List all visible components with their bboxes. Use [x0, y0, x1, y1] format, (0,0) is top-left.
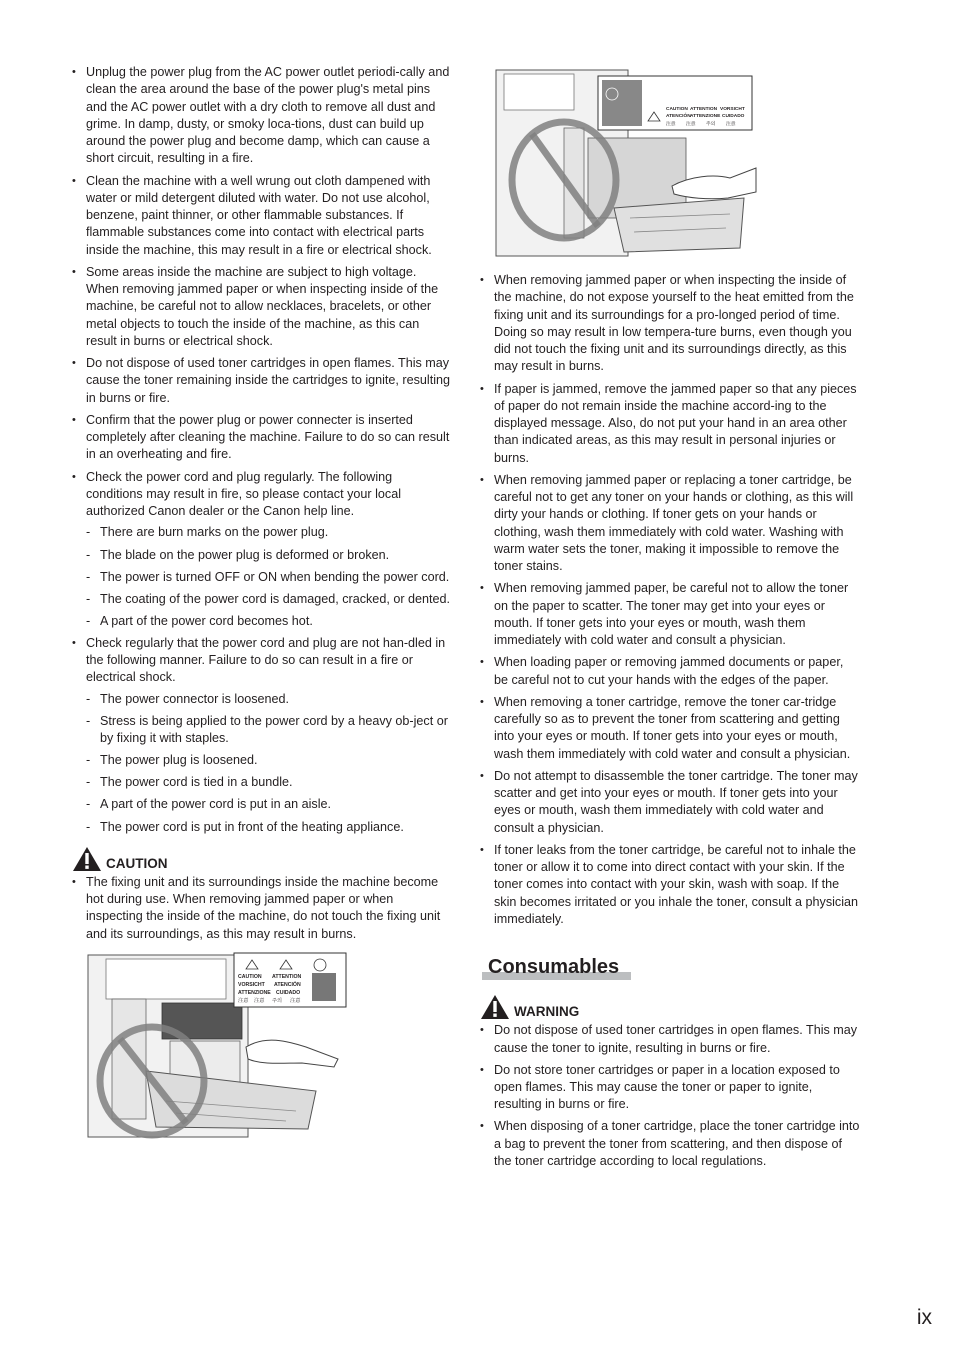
list-item: • Confirm that the power plug or power connecter is inserted completely after cleaning the machine. Failure to do so can result in an overheating and fire. — [72, 412, 452, 464]
caution-list — [72, 874, 452, 943]
list-item: • If paper is jammed, remove the jammed paper so that any pieces of paper do not remain inside the machine accord-ing to the displayed message. Also, do not put your hand in an area other than indicated areas, as this may result in personal injuries or burns. — [480, 381, 860, 467]
sub-item: - A part of the power cord is put in an aisle. — [86, 796, 452, 813]
label-caution: CAUTION — [238, 974, 262, 981]
warning-triangle-icon — [72, 846, 102, 872]
list-item: • When disposing of a toner cartridge, place the toner cartridge into a bag to prevent the toner from scattering, and then dispose of the toner cartridge according to local regulations. — [480, 1118, 860, 1170]
list-item: • Unplug the power plug from the AC power outlet periodi-cally and clean the area around the base of the power plug's metal pins and the AC power outlet with a dry cloth to remove all dust and grime. In damp, dusty, or smoky loca-tions, dust can build up around the power plug and become damp, which can cause a short circuit, resulting in a fire. — [72, 64, 452, 168]
label-caution: CAUTION — [666, 107, 688, 112]
list-item: • When loading paper or removing jammed documents or paper, be careful not to cut your hands with the edges of the paper. — [480, 654, 860, 689]
label-attention: ATTENTION — [272, 974, 302, 981]
page-number: ix — [916, 1306, 932, 1329]
label-cjk1: 注意 — [238, 998, 249, 1005]
cord-handling-text: Check regularly that the power cord and plug are not han-dled in the following manner. Failure to do so can result in a fire or electrical shock. — [86, 635, 446, 685]
fixing-unit-illustration-top — [494, 68, 758, 258]
sub-item: - The blade on the power plug is deformed or broken. — [86, 547, 452, 564]
warning-list — [480, 1022, 860, 1170]
sub-item: - The power connector is loosened. — [86, 691, 452, 708]
label-atencion: ATENCIÓN — [666, 114, 691, 119]
label-cjk3: 注意 — [290, 998, 301, 1005]
label-cjk1: 注意 — [666, 122, 676, 127]
list-item: • Do not store toner cartridges or paper in a location exposed to open flames. This may cause the toner or paper to ignite, resulting in burns or fire. — [480, 1062, 860, 1114]
warning-label: WARNING — [514, 1004, 580, 1020]
right-bullet-list — [480, 272, 860, 928]
label-cjk2: 注意 — [686, 122, 696, 127]
list-item: • The fixing unit and its surroundings inside the machine become hot during use. When removing jammed paper or when inspecting the inside of the machine, do not touch the fixing unit and its surroundings, as this may result in burns. — [72, 874, 452, 943]
list-item: • Do not dispose of used toner cartridges in open flames. This may cause the toner remaining inside the cartridges to ignite, resulting in burns or fire. — [72, 355, 452, 407]
label-cuidado: CUIDADO — [276, 990, 301, 997]
label-vorsicht: VORSICHT — [238, 982, 265, 989]
label-attention: ATTENTION — [690, 107, 718, 112]
warning-heading — [480, 994, 860, 1020]
left-column — [72, 64, 452, 1141]
right-column — [480, 64, 860, 1175]
list-item — [72, 635, 452, 836]
label-attenzione: ATTENZIONE — [690, 114, 721, 119]
cord-handling-sublist — [86, 691, 452, 836]
sub-item: - A part of the power cord becomes hot. — [86, 613, 452, 630]
list-item: • If toner leaks from the toner cartridge, be careful not to inhale the toner or allow it to come into direct contact with your skin. If the toner comes into contact with your skin, wash with soap. If the skin becomes irritated or you inhale the toner, consult a physician immediately. — [480, 842, 860, 928]
section-title-text: Consumables — [488, 956, 620, 979]
list-item: • When removing jammed paper, be careful not to allow the toner on the paper to scatter. The toner may get into your eyes or mouth. If toner gets into your eyes or mouth, wash them immediately with cold water and consult a physician. — [480, 580, 860, 649]
list-item: • When removing jammed paper or replacing a toner cartridge, be careful not to get any toner on your hands or clothing, as this will dirty your hands or clothing. If toner gets on your hands or clothing, wash them immediately with cold water. Washing with warm water sets the toner, making it impossible to remove the toner stains. — [480, 472, 860, 576]
label-cjk2: 注意 — [254, 998, 265, 1005]
sub-item: - The power is turned OFF or ON when bending the power cord. — [86, 569, 452, 586]
list-item: • Some areas inside the machine are subject to high voltage. When removing jammed paper or when inspecting inside of the machine, be careful not to allow necklaces, bracelets, or other metal objects to touch the inside of the machine, as this can result in burns or electrical shock. — [72, 264, 452, 350]
sub-item: - The coating of the power cord is damaged, cracked, or dented. — [86, 591, 452, 608]
section-title — [486, 956, 621, 979]
list-item: • When removing jammed paper or when inspecting the inside of the machine, do not expose yourself to the heat emitted from the fixing unit and its surroundings for a pro-longed period of time. Doing so may result in low tempera-ture burns, even though you did not touch the fixing unit and its surroundings directly, as this may result in burns. — [480, 272, 860, 376]
warning-triangle-icon — [480, 994, 510, 1020]
sub-item: - The power cord is tied in a bundle. — [86, 774, 452, 791]
sub-item: - The power cord is put in front of the heating appliance. — [86, 819, 452, 836]
label-cuidado: CUIDADO — [722, 114, 745, 119]
sub-item: - Stress is being applied to the power cord by a heavy ob-ject or by fixing it with staples. — [86, 713, 452, 748]
list-item: • Do not attempt to disassemble the toner cartridge. The toner may scatter and get into your eyes or mouth. If toner gets into your eyes or mouth, wash them immediately with cold water and consult a physician. — [480, 768, 860, 837]
list-item: • Do not dispose of used toner cartridges in open flames. This may cause the toner to ignite, resulting in burns or fire. — [480, 1022, 860, 1057]
left-bullet-list — [72, 64, 452, 836]
cord-check-text: Check the power cord and plug regularly. The following conditions may result in fire, so please contact your local authorized Canon dealer or the Canon help line. — [86, 469, 401, 519]
label-kr: 주의 — [706, 122, 716, 127]
caution-heading — [72, 846, 452, 872]
label-attenzione: ATTENZIONE — [238, 990, 271, 997]
fixing-unit-illustration-bottom — [86, 951, 354, 1141]
label-cjk3: 注意 — [726, 122, 736, 127]
list-item — [72, 469, 452, 631]
label-kr: 주의 — [272, 998, 283, 1005]
sub-item: - The power plug is loosened. — [86, 752, 452, 769]
cord-check-sublist — [86, 524, 452, 630]
sub-item: - There are burn marks on the power plug. — [86, 524, 452, 541]
list-item: • Clean the machine with a well wrung out cloth dampened with water or mild detergent diluted with water. Do not use alcohol, benzene, paint thinner, or other flammable substances. If flammable substances come into contact with electrical parts inside the machine, this may result in a fire or electrical shock. — [72, 173, 452, 259]
list-item: • When removing a toner cartridge, remove the toner car-tridge carefully so as to prevent the toner from scattering and getting into your eyes or mouth. If toner gets into your eyes or mouth, wash them immediately with cold water and consult a physician. — [480, 694, 860, 763]
caution-label: CAUTION — [106, 855, 168, 871]
label-vorsicht: VORSICHT — [720, 107, 745, 112]
label-atencion: ATENCIÓN — [274, 982, 301, 989]
